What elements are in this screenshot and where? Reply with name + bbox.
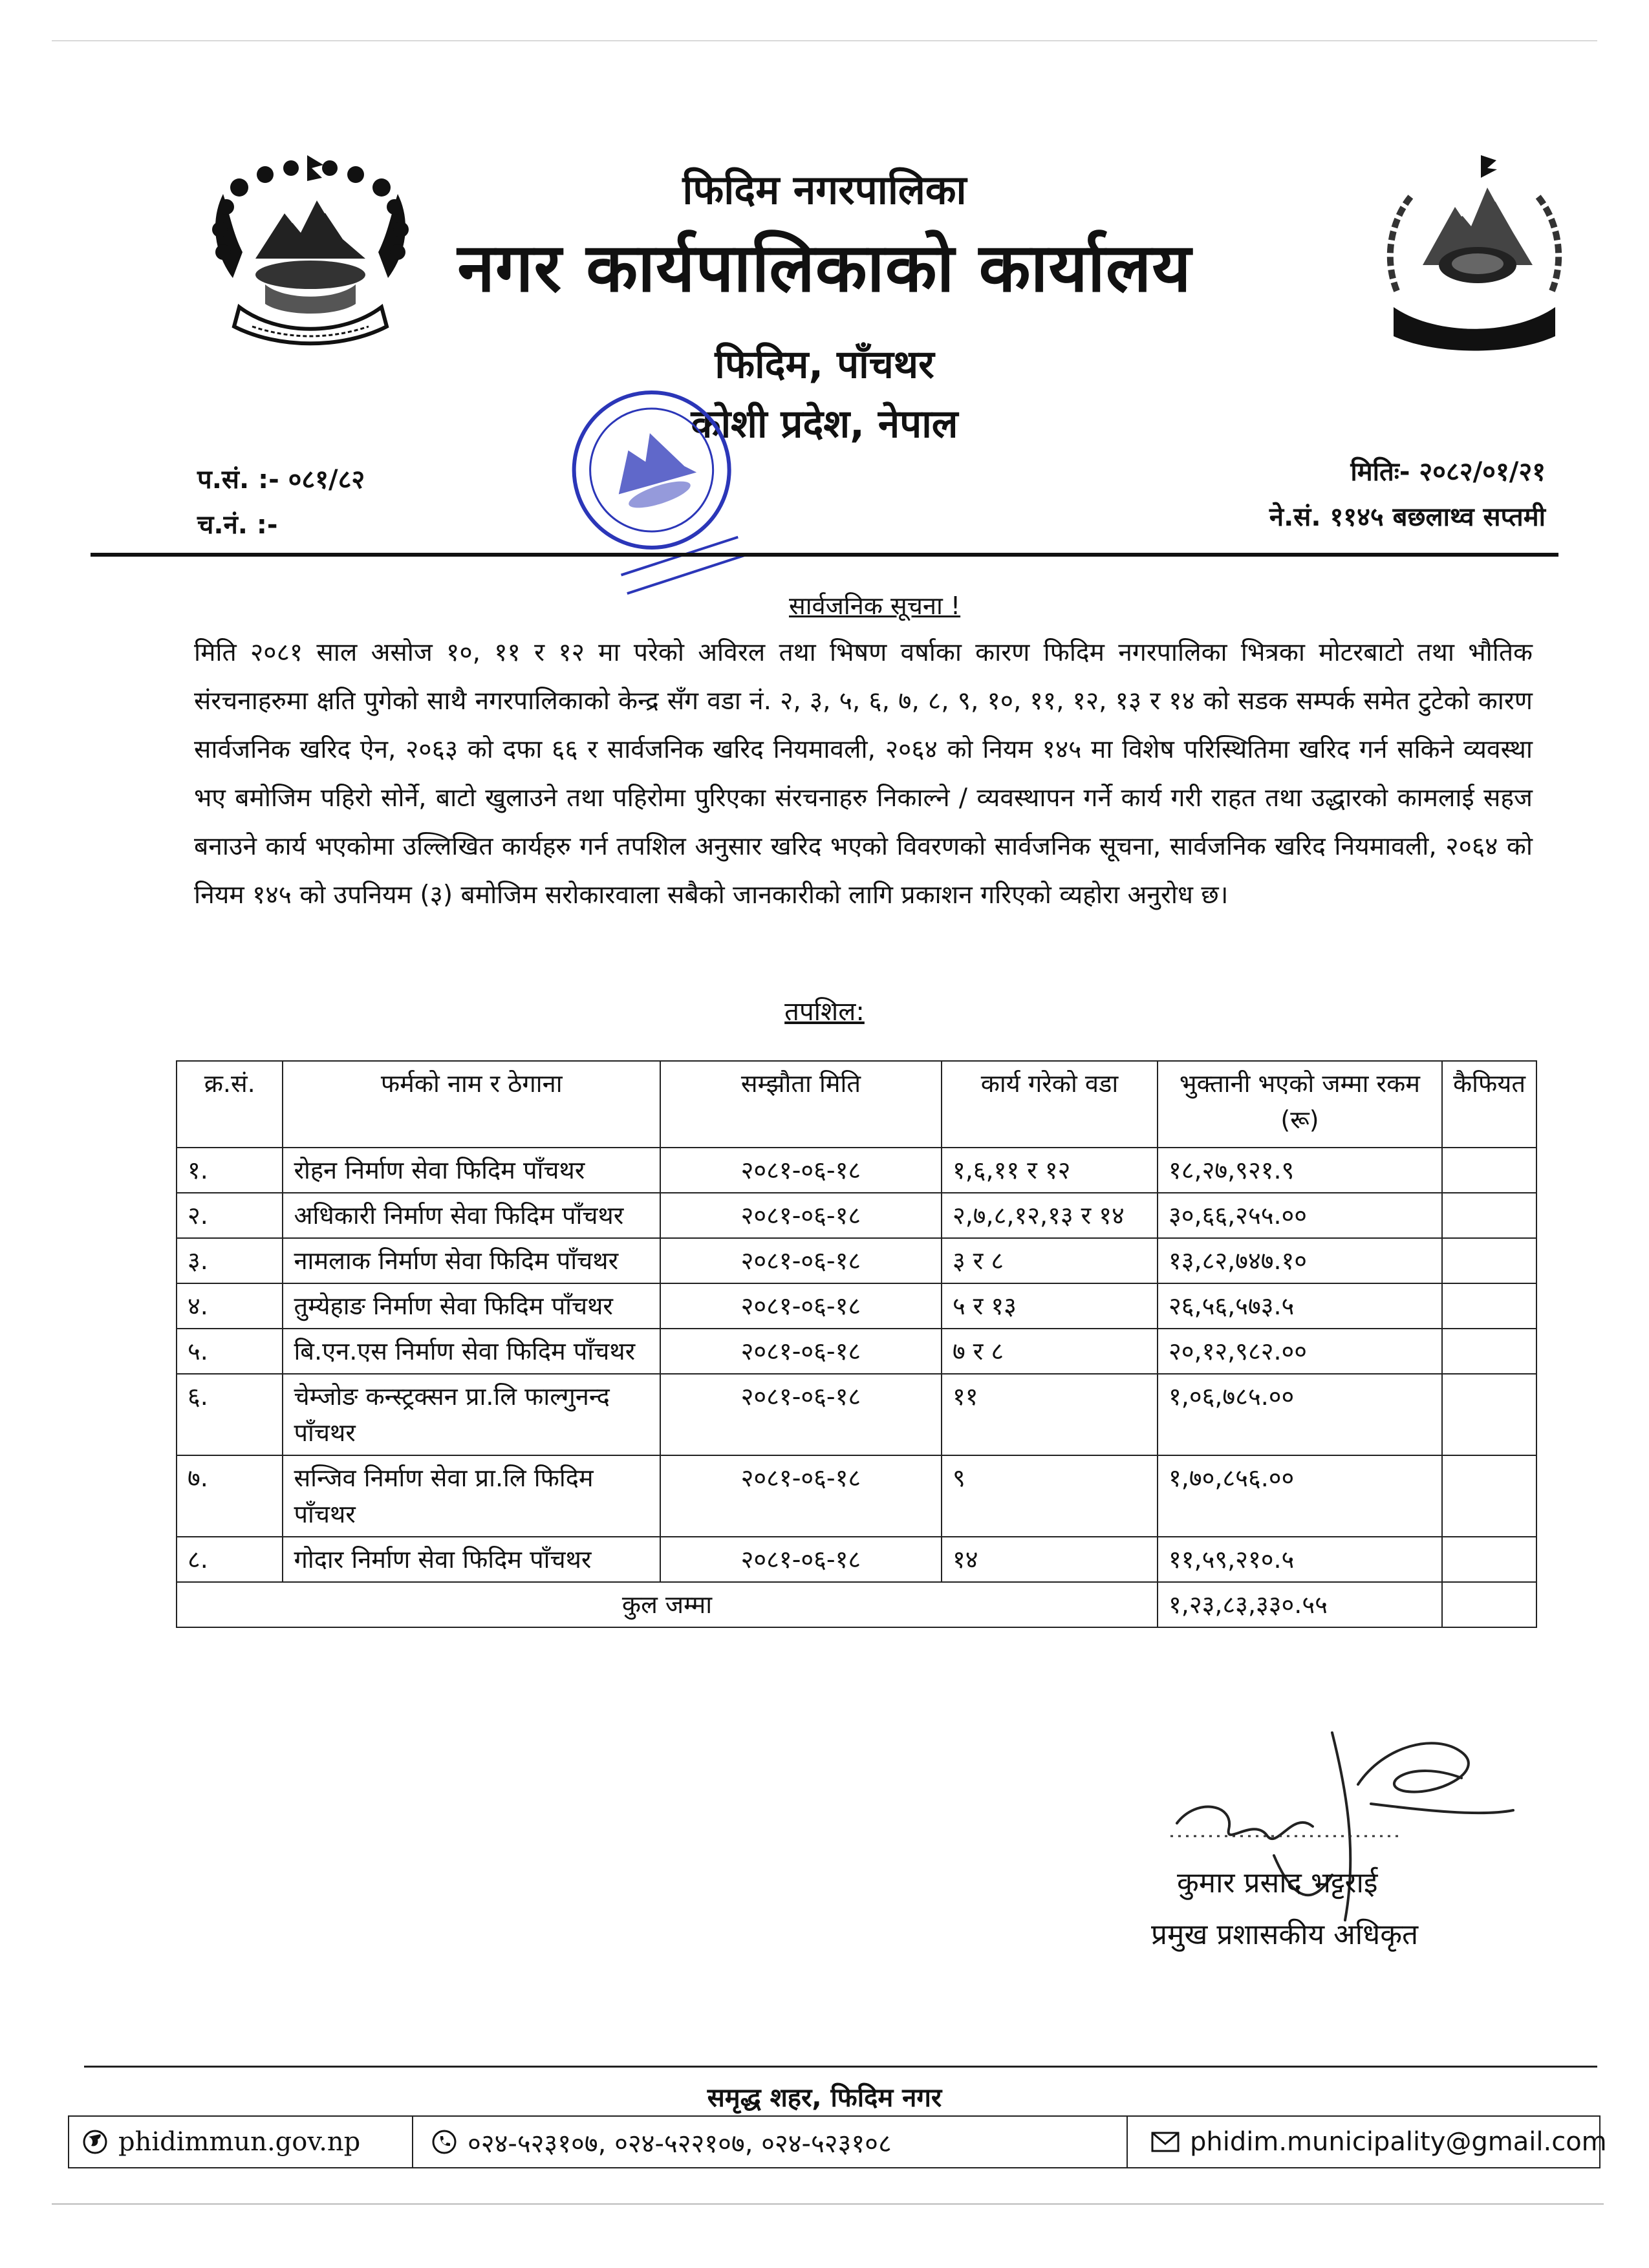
cell-amount: ३०,६६,२५५.०० — [1158, 1193, 1442, 1238]
cell-sn: ८. — [177, 1537, 283, 1582]
cell-amount: ११,५९,२१०.५ — [1158, 1537, 1442, 1582]
footer-contact-bar — [68, 2115, 1607, 2168]
mail-icon — [1151, 2131, 1180, 2153]
cell-firm: गोदार निर्माण सेवा फिदिम पाँचथर — [283, 1537, 660, 1582]
footer-website[interactable] — [69, 2117, 412, 2167]
footer-slogan: समृद्ध शहर, फिदिम नगर — [707, 2083, 942, 2113]
cell-sn: ६. — [177, 1374, 283, 1455]
table-total-row — [177, 1582, 1536, 1627]
reference-number: प.सं. :- ०८१/८२ — [197, 465, 365, 495]
office-title: नगर कार्यपालिकाको कार्यालय — [457, 228, 1192, 307]
cell-firm: चेम्जोङ कन्स्ट्रक्सन प्रा.लि फाल्गुनन्द पाँचथर — [283, 1374, 660, 1455]
municipality-name: फिदिम नगरपालिका — [682, 166, 967, 213]
email-link[interactable]: phidim.municipality@gmail.com — [1190, 2127, 1607, 2157]
cell-remarks — [1442, 1283, 1536, 1329]
cell-date: २०८१-०६-१८ — [660, 1148, 942, 1193]
signer-title: प्रमुख प्रशासकीय अधिकृत — [1151, 1918, 1419, 1951]
column-header-agreement-date: सम्झौता मिति — [660, 1061, 942, 1148]
table-row — [177, 1238, 1536, 1283]
cell-firm: नामलाक निर्माण सेवा फिदिम पाँचथर — [283, 1238, 660, 1283]
cell-date: २०८१-०६-१८ — [660, 1374, 942, 1455]
cell-sn: ३. — [177, 1238, 283, 1283]
table-row — [177, 1193, 1536, 1238]
globe-icon — [82, 2129, 108, 2155]
cell-remarks — [1442, 1537, 1536, 1582]
cell-firm: तुम्येहाङ निर्माण सेवा फिदिम पाँचथर — [283, 1283, 660, 1329]
cell-firm: अधिकारी निर्माण सेवा फिदिम पाँचथर — [283, 1193, 660, 1238]
notice-title: सार्वजनिक सूचना ! — [789, 592, 961, 620]
office-stamp — [553, 372, 766, 617]
table-row — [177, 1329, 1536, 1374]
cell-amount: १८,२७,९२१.९ — [1158, 1148, 1442, 1193]
column-header-firm: फर्मको नाम र ठेगाना — [283, 1061, 660, 1148]
cell-ward: १,६,११ र १२ — [942, 1148, 1158, 1193]
table-body — [177, 1148, 1536, 1627]
cell-remarks — [1442, 1455, 1536, 1537]
cell-date: २०८१-०६-१८ — [660, 1238, 942, 1283]
office-location: फिदिम, पाँचथर — [715, 342, 934, 387]
table-header-row — [177, 1061, 1536, 1148]
cell-ward: ११ — [942, 1374, 1158, 1455]
cell-date: २०८१-०६-१८ — [660, 1283, 942, 1329]
cell-date: २०८१-०६-१८ — [660, 1455, 942, 1537]
cell-amount: २६,५६,५७३.५ — [1158, 1283, 1442, 1329]
cell-firm: बि.एन.एस निर्माण सेवा फिदिम पाँचथर — [283, 1329, 660, 1374]
notice-body: मिति २०८१ साल असोज १०, ११ र १२ मा परेको अविरल तथा भिषण वर्षाका कारण फिदिम नगरपालिका भित्रका मोटरबाटो तथा भौतिक संरचनाहरुमा क्षति पुगेको साथै नगरपालिकाको केन्द्र सँग वडा नं. २, ३, ५, ६, ७, ८, ९, १०, ११, १२, १३ र १४ को सडक सम्पर्क समेत टुटेको कारण सार्वजनिक खरिद ऐन, २०६३ को दफा ६६ र सार्वजनिक खरिद नियमावली, २०६४ को नियम १४५ मा विशेष परिस्थितिमा खरिद गर्न सकिने व्यवस्था भए बमोजिम पहिरो सोर्ने, बाटो खुलाउने तथा पहिरोमा पुरिएका संरचनाहरु निकाल्ने / व्यवस्थापन गर्ने कार्य गरी राहत तथा उद्धारको कामलाई सहज बनाउने कार्य भएकोमा उल्लिखित कार्यहरु गर्न तपशिल अनुसार खरिद भएको विवरणको सार्वजनिक सूचना, सार्वजनिक खरिद नियमावली, २०६४ को नियम १४५ को उपनियम (३) बमोजिम सरोकारवाला सबैको जानकारीको लागि प्रकाशन गरिएको व्यहोरा अनुरोध छ। — [194, 638, 1533, 910]
bottom-edge-line — [52, 2203, 1604, 2205]
table-row — [177, 1148, 1536, 1193]
nepal-sambat-date: ने.सं. ११४५ बछलाथ्व सप्तमी — [1269, 502, 1546, 532]
cell-remarks — [1442, 1329, 1536, 1374]
footer-email[interactable] — [1126, 2117, 1607, 2167]
cell-ward: ५ र १३ — [942, 1283, 1158, 1329]
total-remarks — [1442, 1582, 1536, 1627]
column-header-sn: क्र.सं. — [177, 1061, 283, 1148]
cell-sn: ४. — [177, 1283, 283, 1329]
website-link[interactable]: phidimmun.gov.np — [118, 2127, 361, 2157]
cell-ward: २,७,८,१२,१३ र १४ — [942, 1193, 1158, 1238]
cell-date: २०८१-०६-१८ — [660, 1193, 942, 1238]
cell-amount: २०,१२,९८२.०० — [1158, 1329, 1442, 1374]
cell-ward: १४ — [942, 1537, 1158, 1582]
details-heading: तपशिल: — [784, 997, 865, 1027]
cell-sn: ५. — [177, 1329, 283, 1374]
total-label: कुल जम्मा — [177, 1582, 1158, 1627]
cell-firm: सन्जिव निर्माण सेवा प्रा.लि फिदिम पाँचथर — [283, 1455, 660, 1537]
cell-remarks — [1442, 1148, 1536, 1193]
cell-remarks — [1442, 1374, 1536, 1455]
column-header-remarks: कैफियत — [1442, 1061, 1536, 1148]
cell-date: २०८१-०६-१८ — [660, 1329, 942, 1374]
cell-amount: १३,८२,७४७.१० — [1158, 1238, 1442, 1283]
cell-sn: २. — [177, 1193, 283, 1238]
phone-numbers: ०२४-५२३१०७, ०२४-५२२१०७, ०२४-५२३१०८ — [468, 2128, 892, 2159]
issue-date: मितिः- २०८२/०१/२१ — [1350, 457, 1546, 487]
cell-remarks — [1442, 1193, 1536, 1238]
cell-ward: ३ र ८ — [942, 1238, 1158, 1283]
table-row — [177, 1374, 1536, 1455]
column-header-amount: भुक्तानी भएको जम्मा रकम (रू) — [1158, 1061, 1442, 1148]
table-row — [177, 1537, 1536, 1582]
procurement-table — [176, 1060, 1537, 1628]
cell-amount: १,७०,८५६.०० — [1158, 1455, 1442, 1537]
signer-name: कुमार प्रसाद भट्टराई — [1177, 1867, 1378, 1899]
footer-phones — [412, 2117, 1126, 2167]
cell-date: २०८१-०६-१८ — [660, 1537, 942, 1582]
cell-sn: ७. — [177, 1455, 283, 1537]
cell-sn: १. — [177, 1148, 283, 1193]
scan-edge-line — [52, 40, 1597, 41]
dispatch-number: च.नं. :- — [197, 510, 278, 540]
cell-ward: ९ — [942, 1455, 1158, 1537]
phone-icon — [431, 2129, 457, 2155]
total-amount: १,२३,८३,३३०.५५ — [1158, 1582, 1442, 1627]
office-province: कोशी प्रदेश, नेपाल — [691, 401, 958, 447]
table-row — [177, 1455, 1536, 1537]
column-header-ward: कार्य गरेको वडा — [942, 1061, 1158, 1148]
header-divider — [91, 553, 1558, 557]
cell-amount: १,०६,७८५.०० — [1158, 1374, 1442, 1455]
cell-ward: ७ र ८ — [942, 1329, 1158, 1374]
cell-firm: रोहन निर्माण सेवा फिदिम पाँचथर — [283, 1148, 660, 1193]
table-row — [177, 1283, 1536, 1329]
cell-remarks — [1442, 1238, 1536, 1283]
footer-divider — [84, 2066, 1597, 2068]
